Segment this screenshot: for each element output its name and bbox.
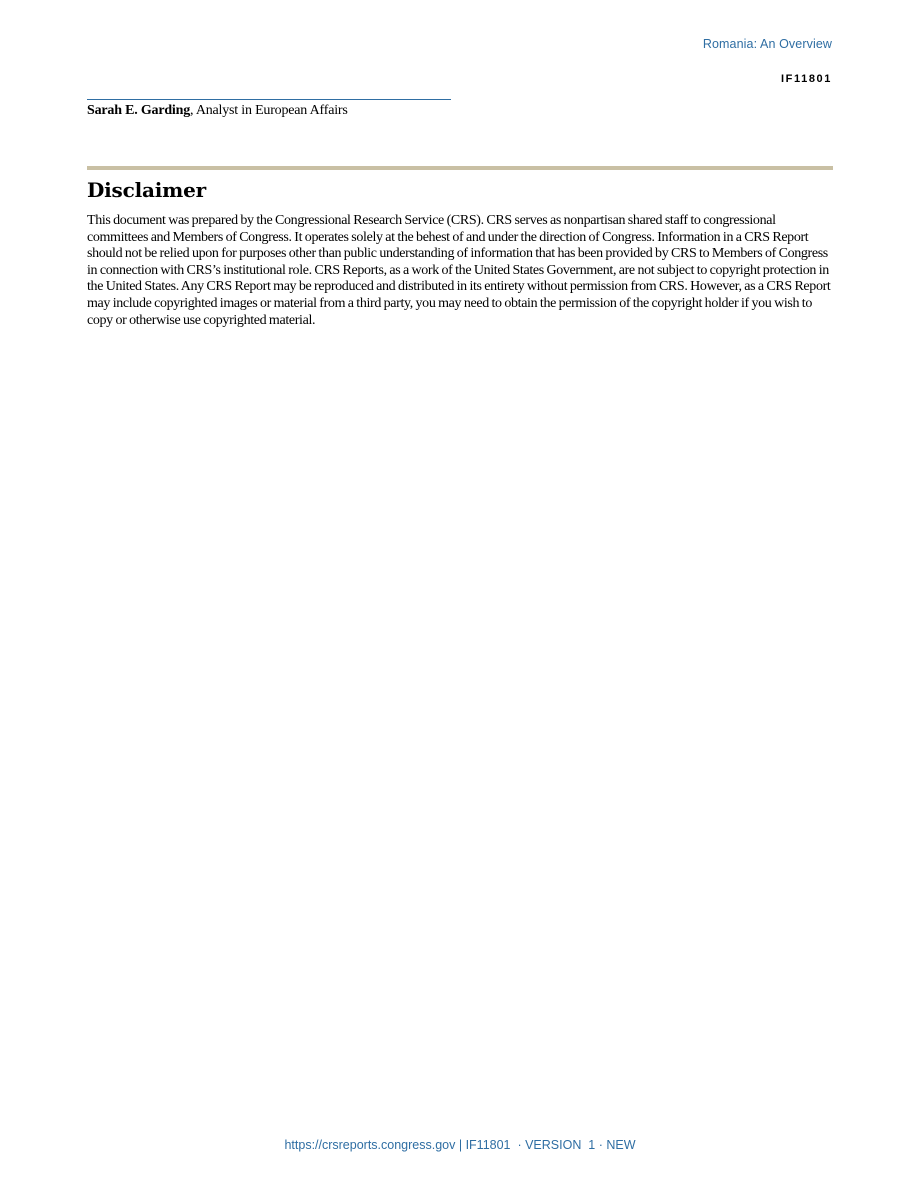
report-id: IF11801 <box>781 73 832 85</box>
running-title: Romania: An Overview <box>702 37 832 51</box>
author-name: Sarah E. Garding <box>87 103 190 118</box>
author-title: , Analyst in European Affairs <box>190 103 348 118</box>
section-heading: Disclaimer <box>87 178 206 202</box>
disclaimer-paragraph: This document was prepared by the Congressional Research Service (CRS). CRS serves as nonpartisan shared staff to congressional committees and Members of Congress. It operates solely at the behest of and under the direction of Congress. Information in a CRS Report should not be relied upon for purposes other than public understanding of information that has been provided by CRS to Members of Congress in connection with CRS’s institutional role. CRS Reports, as a work of the United States Government, are not subject to copyright protection in the United States. Any CRS Report may be reproduced and distributed in its entirety without permission from CRS. However, as a CRS Report may include copyrighted images or material from a third party, you may need to obtain the permission of the copyright holder if you wish to copy or otherwise use copyrighted material. <box>87 213 831 328</box>
author-divider <box>87 99 451 100</box>
page-footer: https://crsreports.congress.gov | IF11801 · VERSION 1 · NEW <box>284 1138 636 1152</box>
author-line <box>87 103 348 119</box>
section-divider <box>87 166 833 170</box>
